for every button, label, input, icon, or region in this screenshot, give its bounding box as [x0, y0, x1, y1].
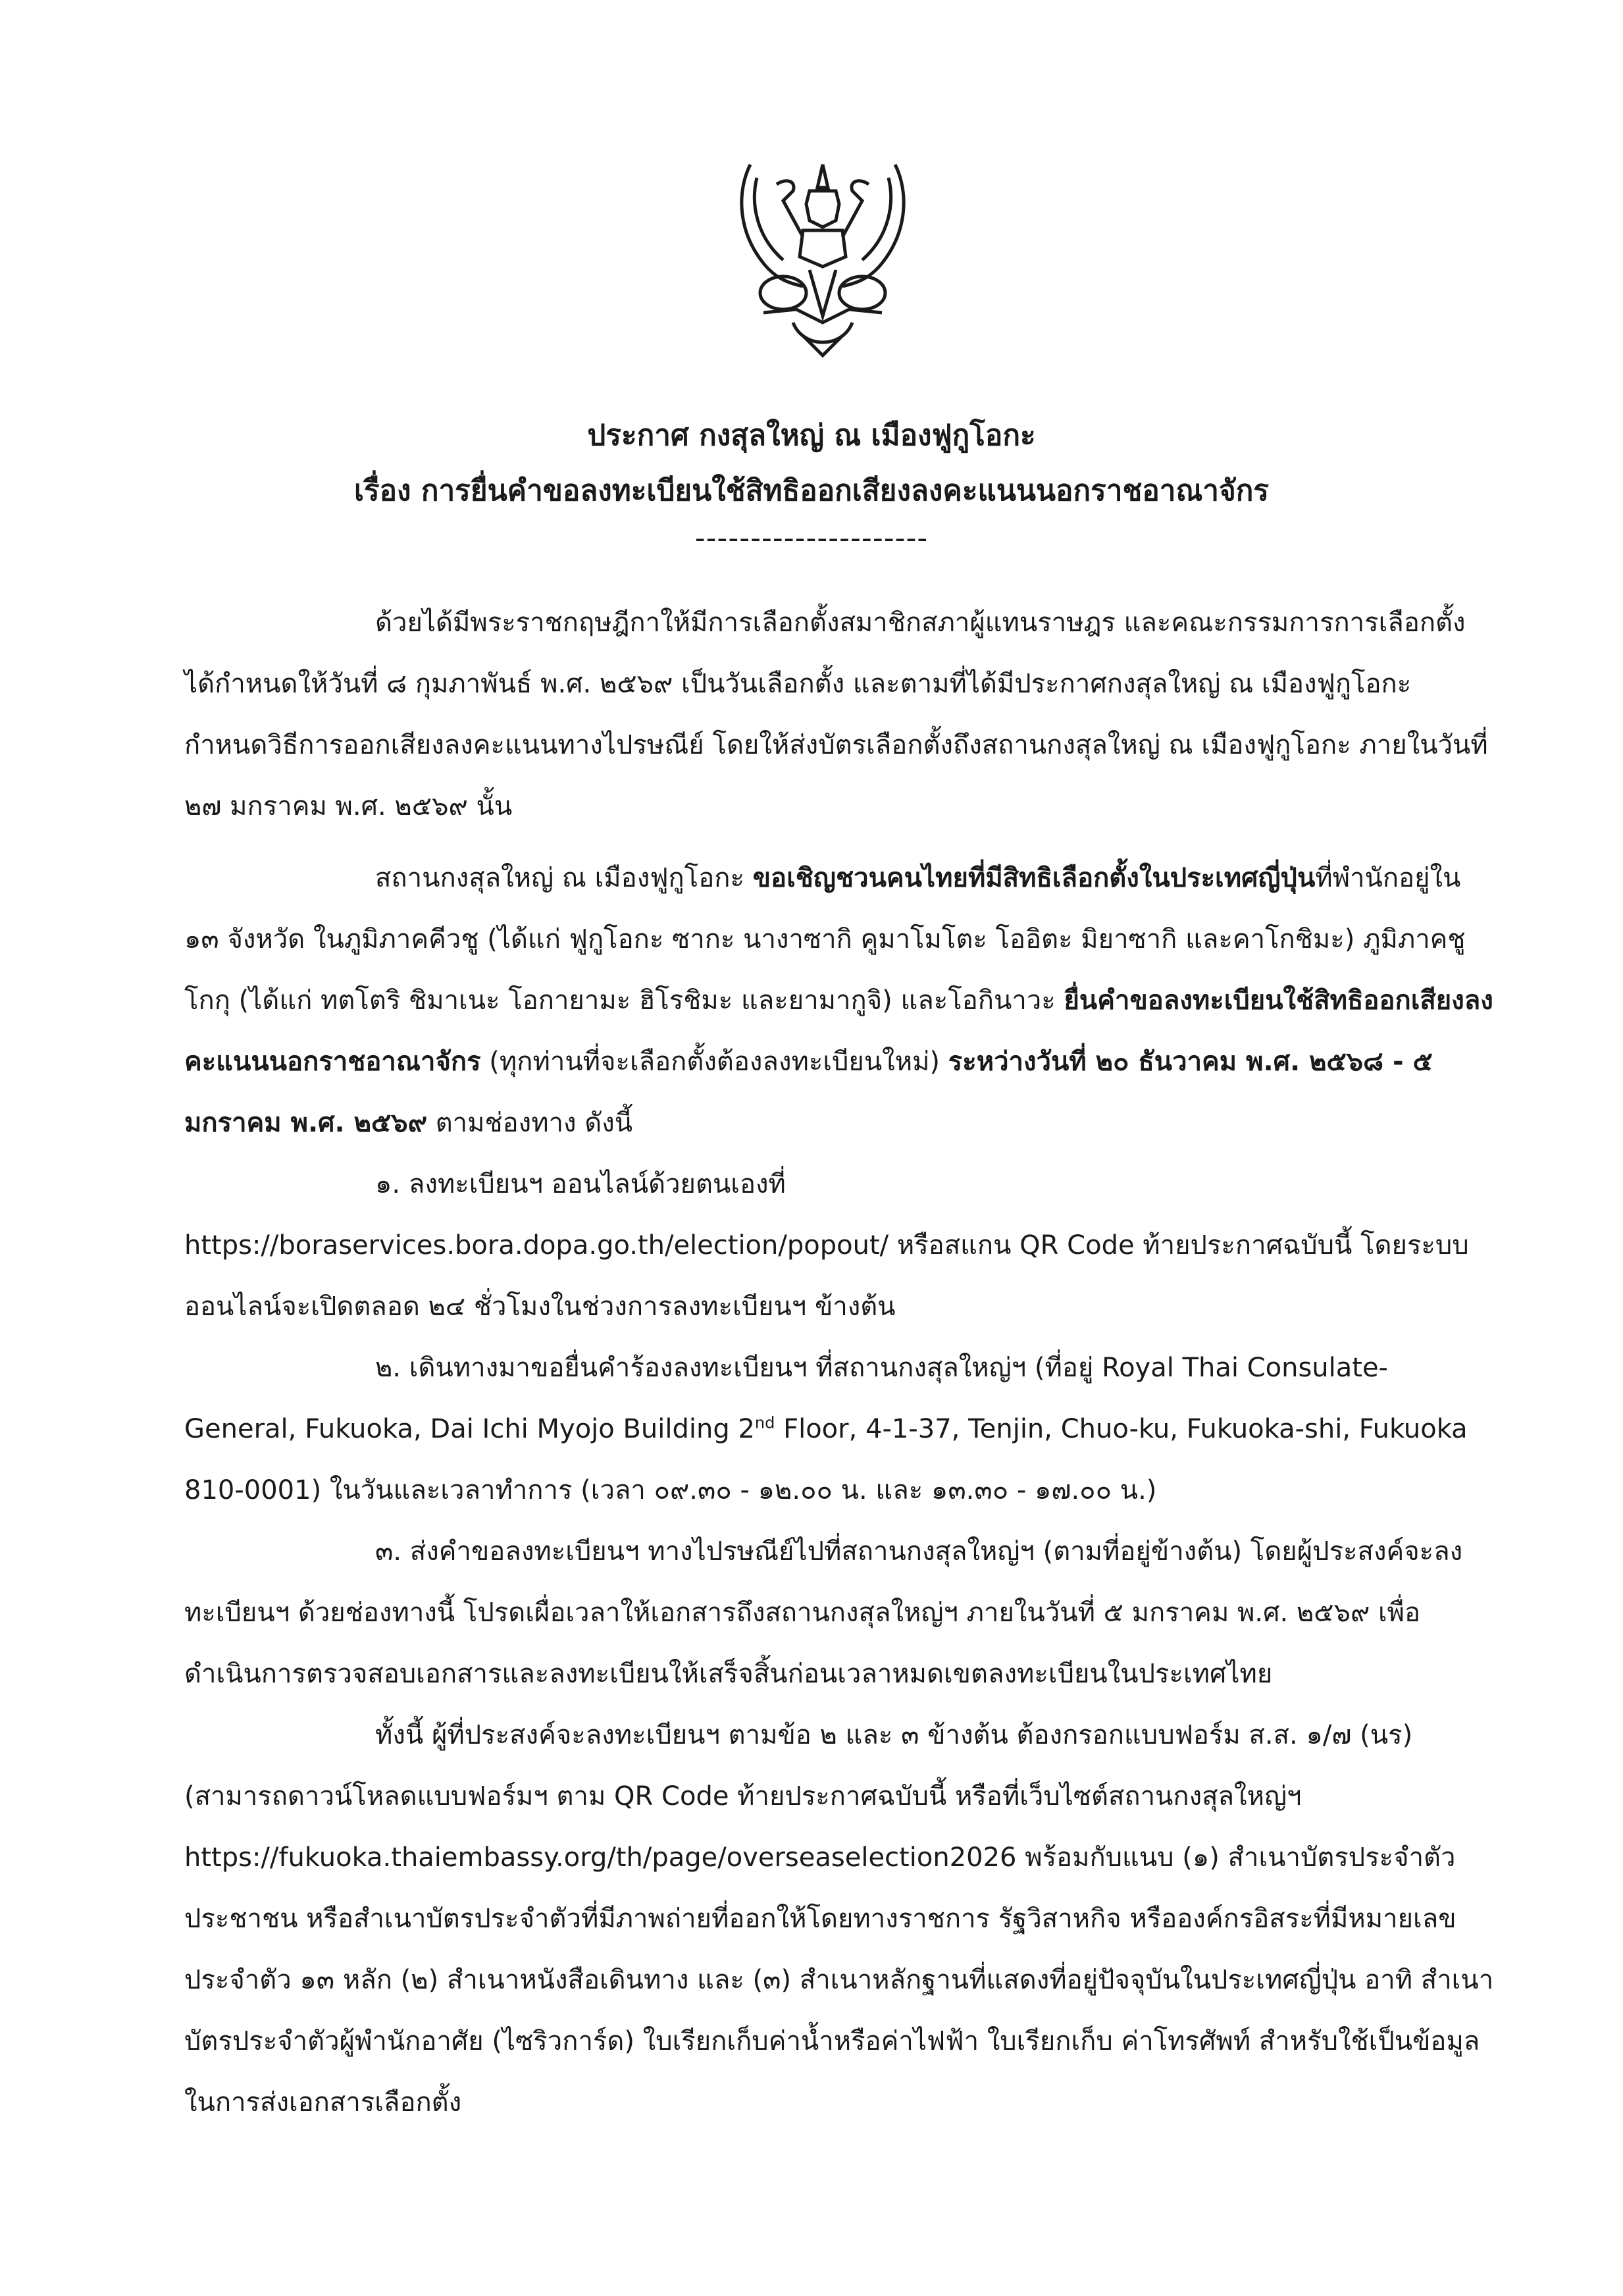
item-online-registration: ๑. ลงทะเบียนฯ ออนไลน์ด้วยตนเองที่ https://boraservices.bora.dopa.go.th/election/popout/ หรือสแกน QR Code ท้ายประกาศฉบับนี้ โดยระบบออนไลน์จะเปิดตลอด ๒๔ ชั่วโมงในช่วงการลงทะเบียนฯ ข้างต้น — [184, 1169, 1469, 1322]
title-separator: --------------------- — [694, 521, 929, 555]
item-in-person-registration: ๒. เดินทางมาขอยื่นคำร้องลงทะเบียนฯ ที่สถานกงสุลใหญ่ฯ (ที่อยู่ Royal Thai Consulate-General, Fukuoka, Dai Ichi Myojo Building 2nd Floor, 4-1-37, Tenjin, Chuo-ku, Fukuoka-shi, Fukuoka 810-0001) ในวันและเวลาทำการ (เวลา ๐๙.๓๐ - ๑๒.๐๐ น. และ ๑๓.๓๐ - ๑๗.๐๐ น.) — [184, 1353, 1468, 1505]
announcement-body — [184, 592, 1494, 2133]
consulate-website-link[interactable]: https://fukuoka.thaiembassy.org/th/page/overseaselection2026 — [184, 1842, 1017, 1873]
registration-url-link[interactable]: https://boraservices.bora.dopa.go.th/election/popout/ — [184, 1230, 889, 1261]
paragraph-requirements: ทั้งนี้ ผู้ที่ประสงค์จะลงทะเบียนฯ ตามข้อ ๒ และ ๓ ข้างต้น ต้องกรอกแบบฟอร์ม ส.ส. ๑/๗ (นร) (สามารถดาวน์โหลดแบบฟอร์มฯ ตาม QR Code ท้ายประกาศฉบับนี้ หรือที่เว็บไซต์สถานกงสุลใหญ่ฯ https://fukuoka.thaiembassy.org/th/page/overseaselection2026 พร้อมกับแนบ (๑) สำเนาบัตรประจำตัวประชาชน หรือสำเนาบัตรประจำตัวที่มีภาพถ่ายที่ออกให้โดยทางราชการ รัฐวิสาหกิจ หรือองค์กรอิสระที่มีหมายเลขประจำตัว ๑๓ หลัก (๒) สำเนาหนังสือเดินทาง และ (๓) สำเนาหลักฐานที่แสดงที่อยู่ปัจจุบันในประเทศญี่ปุ่น อาทิ สำเนาบัตรประจำตัวผู้พำนักอาศัย (ไซริวการ์ด) ใบเรียกเก็บค่าน้ำหรือค่าไฟฟ้า ใบเรียกเก็บ ค่าโทรศัพท์ สำหรับใช้เป็นข้อมูลในการส่งเอกสารเลือกตั้ง — [184, 1720, 1494, 2118]
invitation-highlight: ขอเชิญชวนคนไทยที่มีสิทธิเลือกตั้งในประเทศญี่ปุ่น — [752, 863, 1316, 893]
registration-highlight: ยื่นคำขอลงทะเบียนใช้สิทธิออกเสียงลงคะแนนนอกราชอาณาจักร — [184, 985, 1493, 1077]
announcement-header — [0, 408, 1623, 558]
item-postal-registration: ๓. ส่งคำขอลงทะเบียนฯ ทางไปรษณีย์ไปที่สถานกงสุลใหญ่ฯ (ตามที่อยู่ข้างต้น) โดยผู้ประสงค์จะลงทะเบียนฯ ด้วยช่องทางนี้ โปรดเผื่อเวลาให้เอกสารถึงสถานกงสุลใหญ่ฯ ภายในวันที่ ๕ มกราคม พ.ศ. ๒๕๖๙ เพื่อดำเนินการตรวจสอบเอกสารและลงทะเบียนให้เสร็จสิ้นก่อนเวลาหมดเขตลงทะเบียนในประเทศไทย — [184, 1536, 1463, 1689]
registration-period: ระหว่างวันที่ ๒๐ ธันวาคม พ.ศ. ๒๕๖๘ - ๕ มกราคม พ.ศ. ๒๕๖๙ — [184, 1047, 1433, 1138]
paragraph-invitation: สถานกงสุลใหญ่ ณ เมืองฟูกูโอกะ ขอเชิญชวนคนไทยที่มีสิทธิเลือกตั้งในประเทศญี่ปุ่นที่พำนักอยู่ใน ๑๓ จังหวัด ในภูมิภาคคีวชู (ได้แก่ ฟูกูโอกะ ซากะ นางาซากิ คูมาโมโตะ โออิตะ มิยาซากิ และคาโกชิมะ) ภูมิภาคชูโกกุ (ได้แก่ ทตโตริ ชิมาเนะ โอกายามะ ฮิโรชิมะ และยามากูจิ) และโอกินาวะ ยื่นคำขอลงทะเบียนใช้สิทธิออกเสียงลงคะแนนนอกราชอาณาจักร (ทุกท่านที่จะเลือกตั้งต้องลงทะเบียนใหม่) ระหว่างวันที่ ๒๐ ธันวาคม พ.ศ. ๒๕๖๘ - ๕ มกราคม พ.ศ. ๒๕๖๙ ตามช่องทาง ดังนี้ — [184, 863, 1493, 1138]
paragraph-intro: ด้วยได้มีพระราชกฤษฎีกาให้มีการเลือกตั้งสมาชิกสภาผู้แทนราษฎร และคณะกรรมการการเลือกตั้งได้กำหนดให้วันที่ ๘ กุมภาพันธ์ พ.ศ. ๒๕๖๙ เป็นวันเลือกตั้ง และตามที่ได้มีประกาศกงสุลใหญ่ ณ เมืองฟูกูโอกะ กำหนดวิธีการออกเสียงลงคะแนนทางไปรษณีย์ โดยให้ส่งบัตรเลือกตั้งถึงสถานกงสุลใหญ่ ณ เมืองฟูกูโอกะ ภายในวันที่ ๒๗ มกราคม พ.ศ. ๒๕๖๙ นั้น — [184, 608, 1488, 822]
garuda-emblem-icon — [717, 151, 928, 362]
announcement-title: ประกาศ กงสุลใหญ่ ณ เมืองฟูกูโอกะ — [587, 419, 1036, 452]
announcement-subject: เรื่อง การยื่นคำขอลงทะเบียนใช้สิทธิออกเสียงลงคะแนนนอกราชอาณาจักร — [353, 474, 1270, 508]
